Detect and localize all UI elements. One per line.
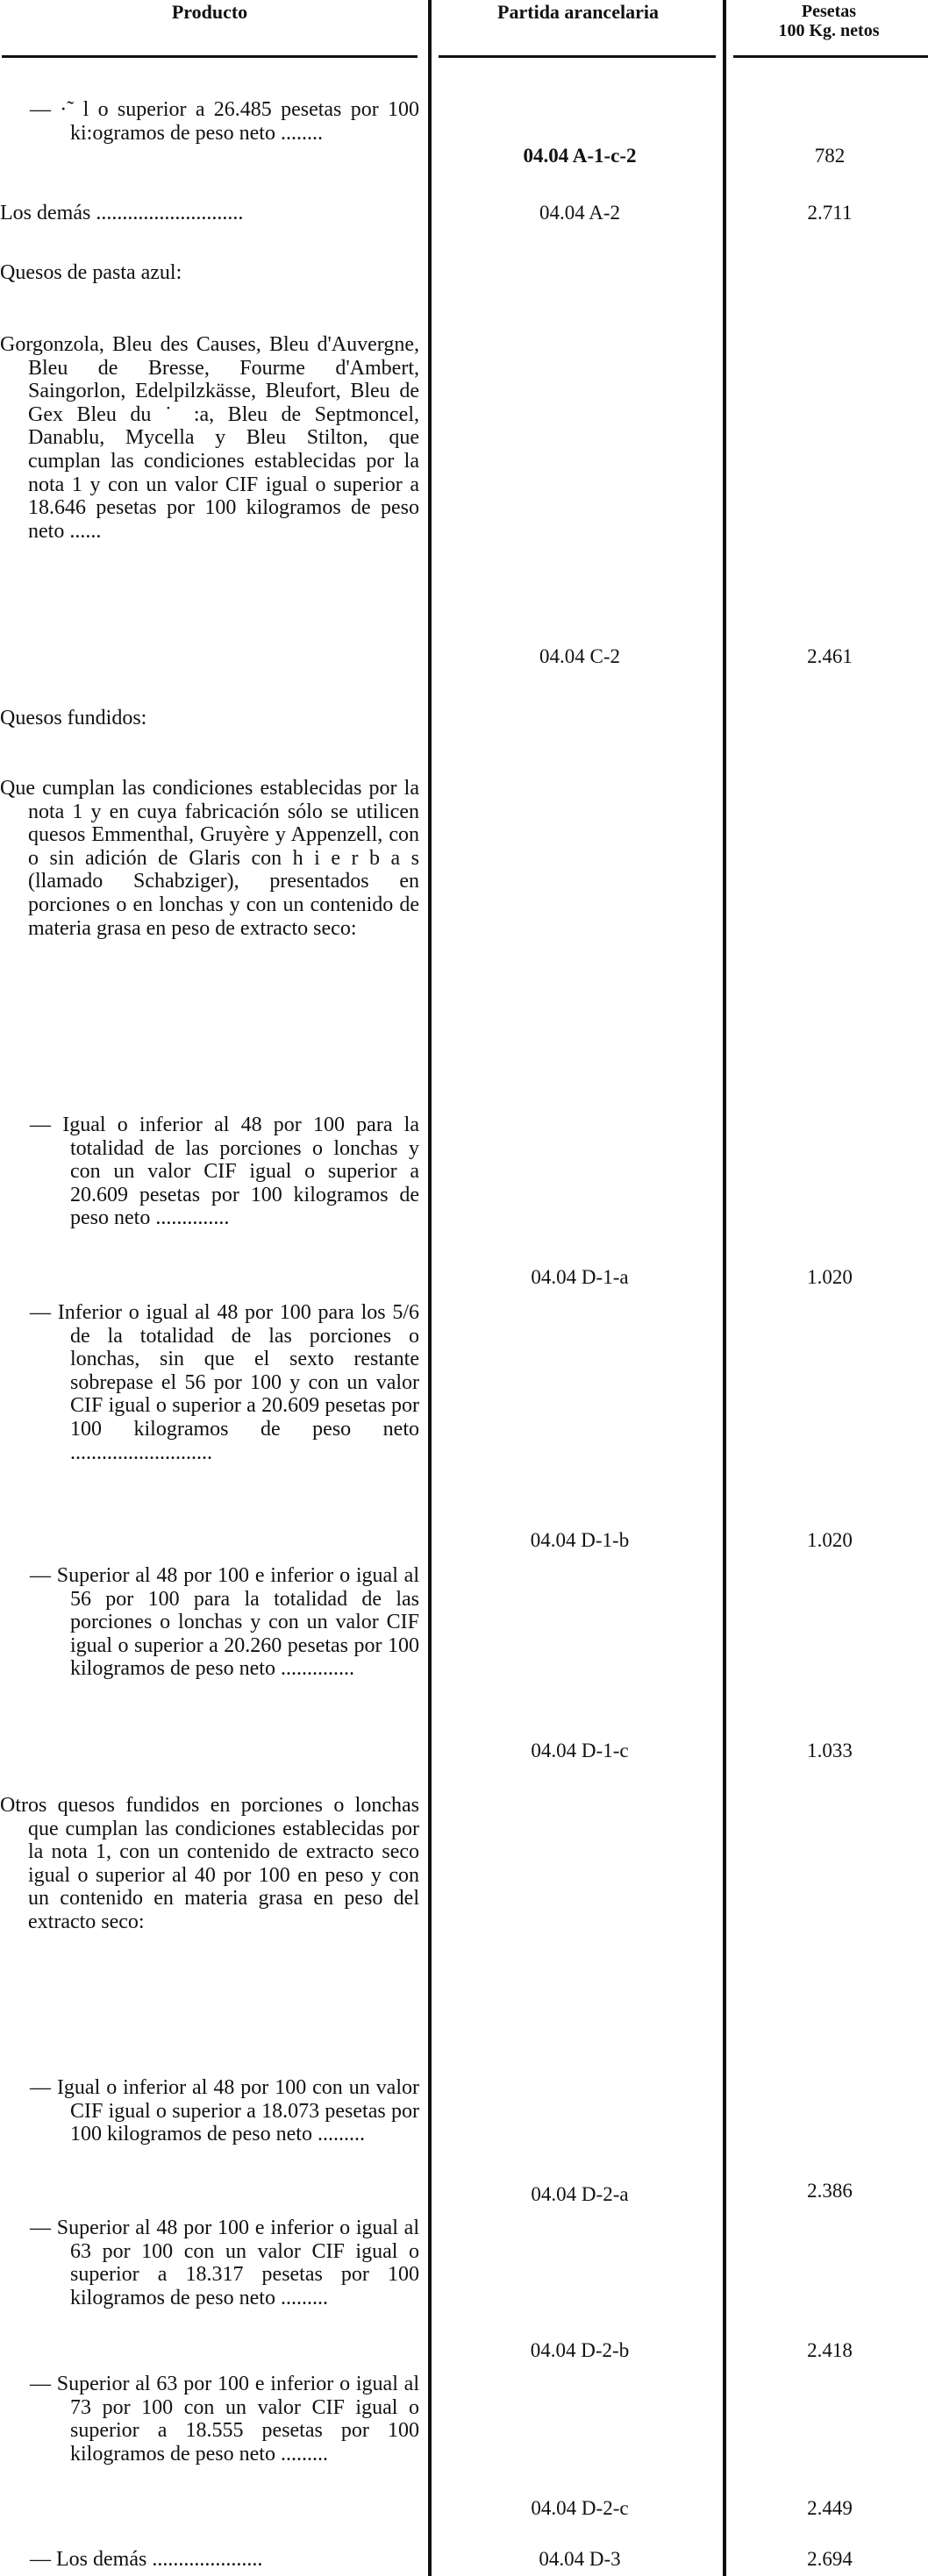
header-producto: Producto (171, 1, 248, 23)
table-row-partida: 04.04 D-1-b (530, 1529, 630, 1551)
header-partida-arancelaria: Partida arancelaria (497, 1, 659, 23)
header-rule-partida (439, 55, 716, 58)
table-row-text: — Igual o inferior al 48 por 100 para la totalidad de las porciones o lonchas y con un valor CIF igual o superior a 20.609 pesetas por 100 kilogramos de peso neto .............. (30, 1114, 419, 1230)
table-row-pesetas: 2.711 (807, 202, 853, 224)
table-row-text: Gorgonzola, Bleu des Causes, Bleu d'Auvergne, Bleu de Bresse, Fourme d'Ambert, Saingorlon, Edelpilzkässe, Bleufort, Bleu de Gex Bleu du ˙ :a, Bleu de Septmoncel, Danablu, Mycella y Bleu Stilton, que cumplan las condiciones establecidas por la nota 1 y con un valor CIF igual o superior a 18.646 pesetas por 100 kilogramos de peso neto ...... (0, 333, 419, 543)
table-row-text: — Los demás ..................... (30, 2548, 263, 2571)
table-row-partida: 04.04 A-2 (539, 202, 620, 224)
table-row-text: — Igual o inferior al 48 por 100 con un valor CIF igual o superior a 18.073 pesetas por 100 kilogramos de peso neto ......... (30, 2076, 419, 2146)
table-row-pesetas: 782 (814, 145, 846, 167)
table-row-pesetas: 1.020 (807, 1266, 853, 1288)
table-row-pesetas: 2.418 (807, 2339, 853, 2361)
column-divider-1 (428, 0, 432, 2576)
section-heading-quesos-fundidos: Quesos fundidos: (0, 707, 147, 729)
table-row-pesetas: 1.033 (807, 1740, 853, 1761)
table-row-pesetas: 2.461 (807, 645, 853, 667)
table-row-pesetas: 2.449 (807, 2497, 853, 2519)
table-row-partida: 04.04 D-2-b (530, 2339, 630, 2361)
table-row-pesetas: 2.386 (807, 2180, 853, 2202)
table-row-partida: 04.04 D-1-c (531, 1740, 629, 1761)
table-row-partida: 04.04 C-2 (539, 645, 620, 667)
header-rule-pesetas (733, 55, 928, 58)
table-row-text: — ·˜ l o superior a 26.485 pesetas por 100 ki:ogramos de peso neto ........ (30, 98, 419, 145)
table-row-partida: 04.04 A-1-c-2 (523, 145, 637, 167)
table-row-partida: 04.04 D-1-a (531, 1266, 629, 1288)
table-row-partida: 04.04 D-2-c (531, 2497, 629, 2519)
section-heading-quesos-pasta-azul: Quesos de pasta azul: (0, 261, 182, 284)
header-rule-producto (2, 55, 418, 58)
table-row-pesetas: 1.020 (807, 1529, 853, 1551)
table-row-partida: 04.04 D-2-a (531, 2183, 629, 2205)
table-row-text: — Superior al 48 por 100 e inferior o igual al 56 por 100 para la totalidad de las porciones o lonchas y con un valor CIF igual o superior a 20.260 pesetas por 100 kilogramos de peso neto .............. (30, 1564, 419, 1681)
table-row-pesetas: 2.694 (807, 2548, 853, 2570)
table-row-text: Otros quesos fundidos en porciones o lonchas que cumplan las condiciones establecidas por la nota 1, con un contenido de extracto seco igual o superior al 40 por 100 en peso y con un contenido en materia grasa en peso del extracto seco: (0, 1794, 419, 1933)
table-row-partida: 04.04 D-3 (539, 2548, 621, 2570)
table-row-text: — Superior al 48 por 100 e inferior o igual al 63 por 100 con un valor CIF igual o superior a 18.317 pesetas por 100 kilogramos de peso neto ......... (30, 2217, 419, 2309)
table-row-text: Que cumplan las condiciones establecidas por la nota 1 y en cuya fabricación sólo se utilicen quesos Emmenthal, Gruyère y Appenzell, con o sin adición de Glaris con h i e r b a s (llamado Schabziger), presentados en porciones o en lonchas y con un contenido de materia grasa en peso de extracto seco: (0, 777, 419, 940)
header-pesetas-line1: Pesetas (801, 2, 857, 21)
table-row-text: — Inferior o igual al 48 por 100 para los 5/6 de la totalidad de las porciones o lonchas, sin que el sexto restante sobrepase el 56 por 100 y con un valor CIF igual o superior a 20.609 pesetas por 100 kilogramos de peso neto ........................... (30, 1301, 419, 1464)
table-row-text: — Superior al 63 por 100 e inferior o igual al 73 por 100 con un valor CIF igual o superior a 18.555 pesetas por 100 kilogramos de peso neto ......... (30, 2373, 419, 2466)
column-divider-2 (723, 0, 726, 2576)
table-row-text: Los demás ............................ (0, 202, 244, 224)
header-pesetas (730, 2, 928, 40)
header-pesetas-line2: 100 Kg. netos (778, 21, 880, 40)
